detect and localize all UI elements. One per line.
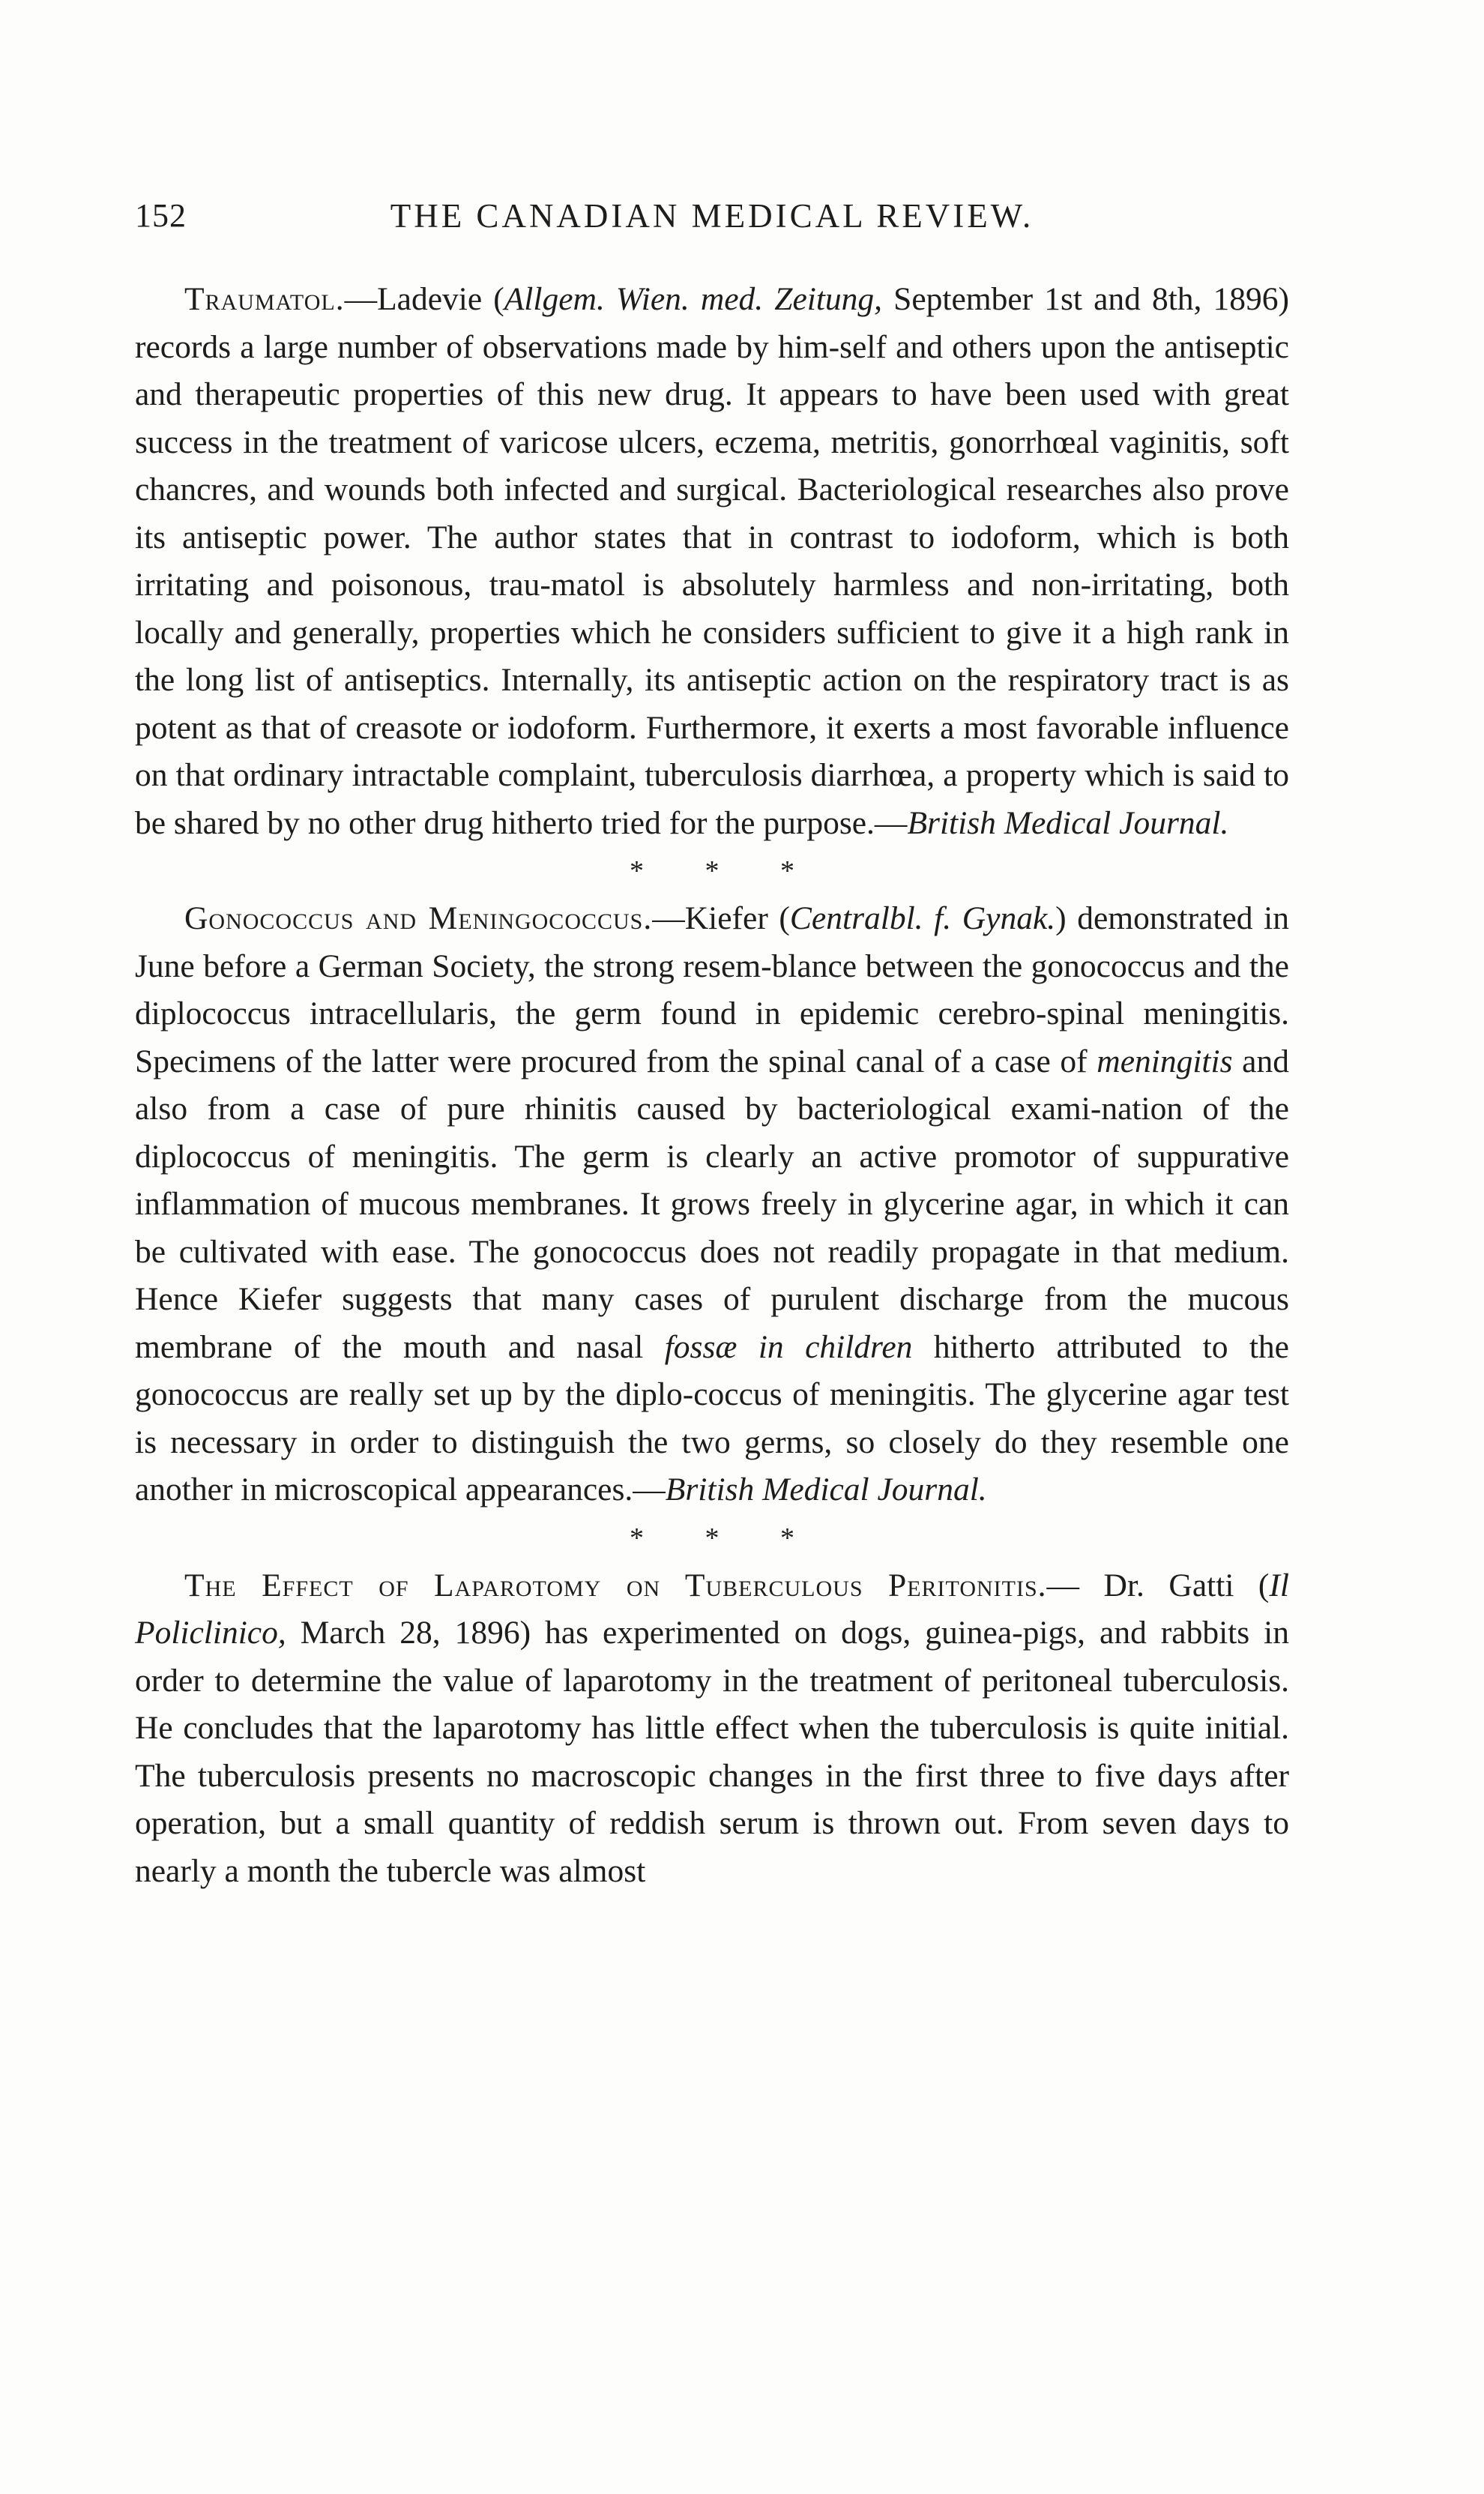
article-text: hitherto attributed to the gonococcus are really set up by the diplo-coccus of meningitis. The glycerine agar test is necessary in order to distinguish the two germs, so closely do they resemble one another in microscopical appearances.— xyxy=(135,1328,1289,1507)
article-text: and also from a case of pure rhinitis caused by bacteriological exami-nation of the diplococcus of meningitis. The germ is clearly an active promotor of suppurative inflammation of mucous membranes. It grows freely in glycerine agar, in which it can be cultivated with ease. The gonococcus does not readily propagate in that medium. Hence Kiefer suggests that many cases of purulent discharge from the mucous membrane of the mouth and nasal xyxy=(135,1043,1289,1365)
italic-term: in xyxy=(737,1328,806,1365)
article-text: —Ladevie ( xyxy=(344,281,504,317)
section-separator: * * * xyxy=(630,855,821,887)
article-laparotomy xyxy=(135,1562,1289,1896)
source-citation: British Medical Journal. xyxy=(907,804,1229,841)
italic-term: meningitis xyxy=(1097,1043,1233,1079)
article-text: ) demonstrated in June before a German Society, the strong resem-blance between the gonococcus and the diplococcus intracellularis, the germ found in epidemic cerebro-spinal meningitis. Specimens of the latter were procured from the spinal canal of a case of xyxy=(135,900,1289,1079)
article-text: March 28, 1896) has experimented on dogs, guinea-pigs, and rabbits in order to determine the value of laparotomy in the treatment of peritoneal tuberculosis. He concludes that the laparotomy has little effect when the tuberculosis is quite initial. The tuberculosis presents no macroscopic changes in the first three to five days after operation, but a small quantity of reddish serum is thrown out. From seven days to nearly a month the tubercle was almost xyxy=(135,1615,1289,1889)
section-separator: * * * xyxy=(630,1522,821,1554)
italic-term: children xyxy=(805,1328,913,1365)
article-gonococcus xyxy=(135,895,1289,1514)
citation: Il Policlinico, xyxy=(135,1567,1289,1651)
citation: Allgem. Wien. med. Zeitung, xyxy=(504,281,883,317)
article-heading: Gonococcus and Meningococcus. xyxy=(184,900,653,936)
journal-title: THE CANADIAN MEDICAL REVIEW. xyxy=(390,197,1034,235)
article-traumatol xyxy=(135,276,1289,847)
body-text xyxy=(135,276,1289,1895)
article-heading: The Effect of Laparotomy on Tuberculous Peritonitis. xyxy=(184,1567,1047,1603)
article-text: —Kiefer ( xyxy=(652,900,790,936)
running-head xyxy=(135,196,1289,249)
italic-term: fossæ xyxy=(664,1328,738,1365)
article-text: September 1st and 8th, 1896) records a large number of observations made by him-self and others upon the antiseptic and therapeutic properties of this new drug. It appears to have been used with great success in the treatment of varicose ulcers, eczema, metritis, gonorrhœal vaginitis, soft chancres, and wounds both infected and surgical. Bacteriological researches also prove its antiseptic power. The author states that in contrast to iodoform, which is both irritating and poisonous, trau-matol is absolutely harmless and non-irritating, both locally and generally, properties which he considers sufficient to give it a high rank in the long list of antiseptics. Internally, its antiseptic action on the respiratory tract is as potent as that of creasote or iodoform. Furthermore, it exerts a most favorable influence on that ordinary intractable complaint, tuberculosis diarrhœa, a property which is said to be shared by no other drug hitherto tried for the purpose.— xyxy=(135,281,1289,841)
citation: Centralbl. f. Gynak. xyxy=(789,900,1056,936)
article-heading: Traumatol. xyxy=(184,281,345,317)
page-number: 152 xyxy=(135,197,187,234)
article-text: — Dr. Gatti ( xyxy=(1046,1567,1270,1603)
source-citation: British Medical Journal. xyxy=(665,1472,987,1507)
